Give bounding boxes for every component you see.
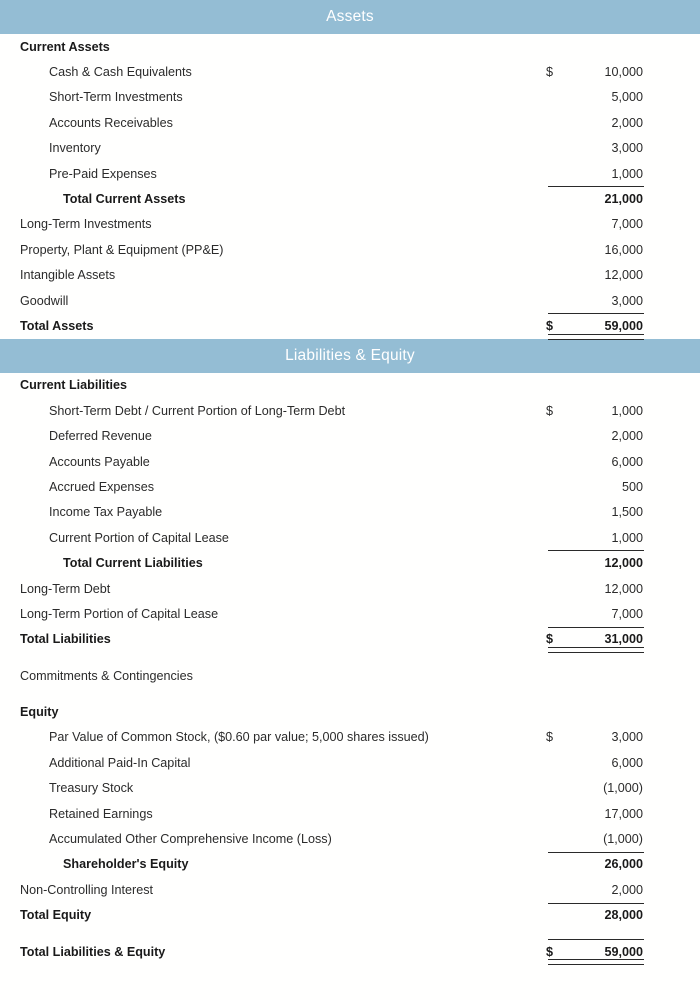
table-row bbox=[0, 750, 700, 775]
table-row bbox=[0, 627, 700, 652]
row-value-cell bbox=[546, 826, 644, 851]
rows-assets bbox=[0, 34, 700, 339]
table-row bbox=[0, 110, 700, 135]
table-row bbox=[0, 776, 700, 801]
row-label: Equity bbox=[20, 705, 59, 720]
table-row bbox=[0, 449, 700, 474]
currency-symbol: $ bbox=[546, 730, 554, 745]
row-value-cell bbox=[546, 161, 644, 186]
row-value-cell bbox=[546, 313, 644, 338]
section-title: Assets bbox=[326, 8, 374, 25]
row-value-cell bbox=[546, 601, 644, 626]
row-value-cell bbox=[546, 627, 644, 652]
row-amount: 1,000 bbox=[611, 403, 643, 418]
table-row bbox=[0, 186, 700, 211]
table-row bbox=[0, 550, 700, 575]
row-amount: 12,000 bbox=[604, 268, 643, 283]
row-amount: 12,000 bbox=[604, 581, 643, 596]
row-label: Short-Term Investments bbox=[49, 90, 183, 105]
row-label: Total Equity bbox=[20, 908, 92, 923]
row-value-cell bbox=[546, 186, 644, 211]
row-amount: 2,000 bbox=[611, 429, 643, 444]
row-label: Accumulated Other Comprehensive Income (Loss) bbox=[49, 832, 332, 847]
table-row bbox=[0, 474, 700, 499]
currency-symbol: $ bbox=[546, 632, 554, 647]
row-value-cell bbox=[546, 263, 644, 288]
table-row bbox=[0, 903, 700, 928]
section-header-liabilities-equity bbox=[0, 339, 700, 373]
row-amount: 1,500 bbox=[611, 505, 643, 520]
row-label: Inventory bbox=[49, 141, 101, 156]
row-amount: 6,000 bbox=[611, 454, 643, 469]
row-value-cell bbox=[546, 110, 644, 135]
row-value-cell bbox=[546, 212, 644, 237]
row-label: Deferred Revenue bbox=[49, 429, 152, 444]
row-value-cell bbox=[546, 449, 644, 474]
table-row bbox=[0, 398, 700, 423]
table-row bbox=[0, 576, 700, 601]
table-row bbox=[0, 801, 700, 826]
row-label: Cash & Cash Equivalents bbox=[49, 65, 192, 80]
row-value-cell bbox=[546, 59, 644, 84]
row-amount: 59,000 bbox=[604, 318, 643, 333]
row-amount: 7,000 bbox=[611, 217, 643, 232]
row-label: Total Liabilities bbox=[20, 632, 111, 647]
row-amount: 500 bbox=[621, 479, 643, 494]
section-header-assets bbox=[0, 0, 700, 34]
row-amount: 28,000 bbox=[604, 908, 643, 923]
table-row bbox=[0, 500, 700, 525]
row-amount: 17,000 bbox=[604, 806, 643, 821]
table-row bbox=[0, 313, 700, 338]
table-row bbox=[0, 826, 700, 851]
row-amount: 6,000 bbox=[611, 755, 643, 770]
table-row bbox=[0, 525, 700, 550]
row-value-cell bbox=[546, 136, 644, 161]
table-row bbox=[0, 34, 700, 59]
row-label: Pre-Paid Expenses bbox=[49, 166, 157, 181]
row-amount: 7,000 bbox=[611, 606, 643, 621]
row-value-cell bbox=[546, 85, 644, 110]
table-row bbox=[0, 161, 700, 186]
section-assets bbox=[0, 0, 700, 339]
row-value-cell bbox=[546, 237, 644, 262]
table-row bbox=[0, 939, 700, 964]
row-amount: 1,000 bbox=[611, 530, 643, 545]
currency-symbol: $ bbox=[546, 318, 554, 333]
row-label: Treasury Stock bbox=[49, 781, 134, 796]
row-amount: 5,000 bbox=[611, 90, 643, 105]
row-amount: 26,000 bbox=[604, 857, 643, 872]
table-row bbox=[0, 59, 700, 84]
row-label: Additional Paid-In Capital bbox=[49, 755, 191, 770]
row-amount: 3,000 bbox=[611, 141, 643, 156]
row-value-cell bbox=[546, 776, 644, 801]
row-label: Intangible Assets bbox=[20, 268, 116, 283]
row-amount: 3,000 bbox=[611, 293, 643, 308]
row-value-cell bbox=[546, 877, 644, 902]
row-amount: (1,000) bbox=[603, 832, 643, 847]
row-value-cell bbox=[546, 725, 644, 750]
table-row bbox=[0, 85, 700, 110]
rows-liabilities-equity bbox=[0, 373, 700, 965]
row-label: Par Value of Common Stock, ($0.60 par value; 5,000 shares issued) bbox=[49, 730, 429, 745]
table-row bbox=[0, 877, 700, 902]
table-row bbox=[0, 601, 700, 626]
row-value-cell bbox=[546, 525, 644, 550]
table-row bbox=[0, 136, 700, 161]
row-value-cell bbox=[546, 500, 644, 525]
row-value-cell bbox=[546, 903, 644, 928]
row-label: Total Liabilities & Equity bbox=[20, 944, 166, 959]
row-value-cell bbox=[546, 801, 644, 826]
row-amount: 2,000 bbox=[611, 115, 643, 130]
row-value-cell bbox=[546, 423, 644, 448]
row-label: Non-Controlling Interest bbox=[20, 882, 153, 897]
row-label: Total Current Assets bbox=[63, 192, 186, 207]
row-label: Accrued Expenses bbox=[49, 479, 155, 494]
row-label: Shareholder's Equity bbox=[63, 857, 189, 872]
table-row bbox=[0, 725, 700, 750]
currency-symbol: $ bbox=[546, 403, 554, 418]
table-row bbox=[0, 663, 700, 688]
table-row bbox=[0, 212, 700, 237]
table-row bbox=[0, 237, 700, 262]
row-label: Current Liabilities bbox=[20, 378, 128, 393]
row-value-cell bbox=[546, 550, 644, 575]
table-row bbox=[0, 423, 700, 448]
row-amount: 12,000 bbox=[604, 556, 643, 571]
row-label: Total Assets bbox=[20, 318, 94, 333]
row-amount: (1,000) bbox=[603, 781, 643, 796]
row-label: Retained Earnings bbox=[49, 806, 153, 821]
row-label: Long-Term Debt bbox=[20, 581, 111, 596]
row-label: Property, Plant & Equipment (PP&E) bbox=[20, 242, 224, 257]
row-amount: 16,000 bbox=[604, 242, 643, 257]
row-amount: 1,000 bbox=[611, 166, 643, 181]
row-amount: 21,000 bbox=[604, 192, 643, 207]
row-label: Commitments & Contingencies bbox=[20, 668, 193, 683]
row-label: Current Assets bbox=[20, 39, 110, 54]
row-amount: 10,000 bbox=[604, 65, 643, 80]
row-label: Short-Term Debt / Current Portion of Long-Term Debt bbox=[49, 403, 346, 418]
row-amount: 3,000 bbox=[611, 730, 643, 745]
currency-symbol: $ bbox=[546, 944, 554, 959]
row-label: Long-Term Portion of Capital Lease bbox=[20, 606, 219, 621]
table-row bbox=[0, 263, 700, 288]
row-amount: 31,000 bbox=[604, 632, 643, 647]
table-row bbox=[0, 373, 700, 398]
row-amount: 59,000 bbox=[604, 944, 643, 959]
row-label: Long-Term Investments bbox=[20, 217, 152, 232]
table-row bbox=[0, 288, 700, 313]
row-value-cell bbox=[546, 288, 644, 313]
currency-symbol: $ bbox=[546, 65, 554, 80]
row-label: Current Portion of Capital Lease bbox=[49, 530, 229, 545]
row-label: Accounts Payable bbox=[49, 454, 150, 469]
row-label: Total Current Liabilities bbox=[63, 556, 203, 571]
row-label: Income Tax Payable bbox=[49, 505, 163, 520]
section-title: Liabilities & Equity bbox=[285, 346, 415, 364]
row-label: Accounts Receivables bbox=[49, 115, 173, 130]
row-value-cell bbox=[546, 852, 644, 877]
row-amount: 2,000 bbox=[611, 882, 643, 897]
row-value-cell bbox=[546, 474, 644, 499]
row-value-cell bbox=[546, 576, 644, 601]
row-value-cell bbox=[546, 398, 644, 423]
row-value-cell bbox=[546, 939, 644, 964]
row-value-cell bbox=[546, 750, 644, 775]
row-label: Goodwill bbox=[20, 293, 69, 308]
table-row bbox=[0, 699, 700, 724]
section-liabilities-equity bbox=[0, 339, 700, 965]
table-row bbox=[0, 852, 700, 877]
